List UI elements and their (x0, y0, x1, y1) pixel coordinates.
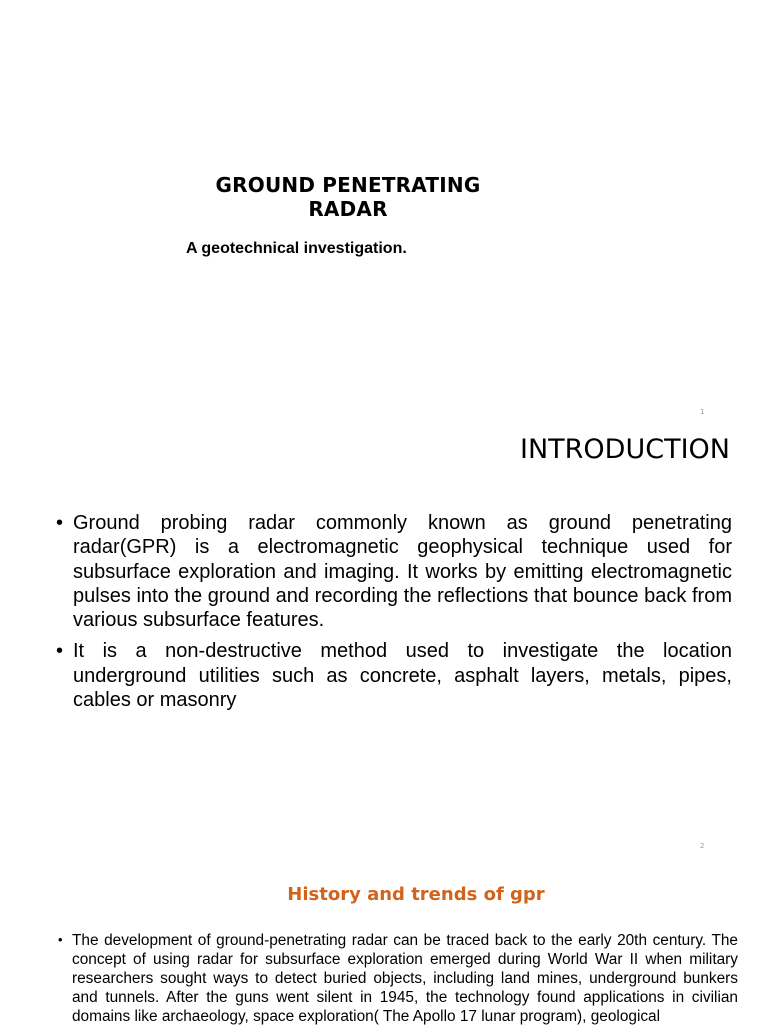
slide-heading: History and trends of gpr (287, 884, 545, 905)
slide-history (0, 868, 768, 1024)
list-item (56, 639, 732, 712)
list-item (56, 511, 732, 632)
page-number: 1 (700, 408, 705, 416)
bullet-text: Ground probing radar commonly known as ground penetrating radar(GPR) is a electromagnetic geophysical technique used for subsurface exploration and imaging. It works by emitting electromagnetic pulses into the ground and recording the reflections that bounce back from various subsurface features. (73, 512, 732, 632)
slide-heading: INTRODUCTION (520, 434, 730, 465)
bullet-text: It is a non-destructive method used to investigate the location underground utilities such as concrete, asphalt layers, metals, pipes, cables or masonry (73, 640, 732, 712)
presentation-subtitle: A geotechnical investigation. (186, 240, 407, 257)
bullet-icon: • (58, 932, 63, 947)
bullet-list (58, 932, 738, 1027)
bullet-icon: • (56, 512, 64, 534)
slide-title (0, 0, 768, 434)
list-item (58, 932, 738, 1027)
slide-introduction (0, 434, 768, 868)
presentation-title: GROUND PENETRATING RADAR (215, 173, 481, 221)
bullet-text: The development of ground-penetrating radar can be traced back to the early 20th century. The concept of using radar for subsurface exploration emerged during World War II when military researchers sought ways to detect buried objects, including land mines, underground bunkers and tunnels. After the guns went silent in 1945, the technology found applications in civilian domains like archaeology, space exploration( The Apollo 17 lunar program), geological (72, 932, 738, 1025)
page-number: 2 (700, 842, 705, 850)
bullet-list (56, 511, 732, 719)
bullet-icon: • (56, 640, 64, 663)
